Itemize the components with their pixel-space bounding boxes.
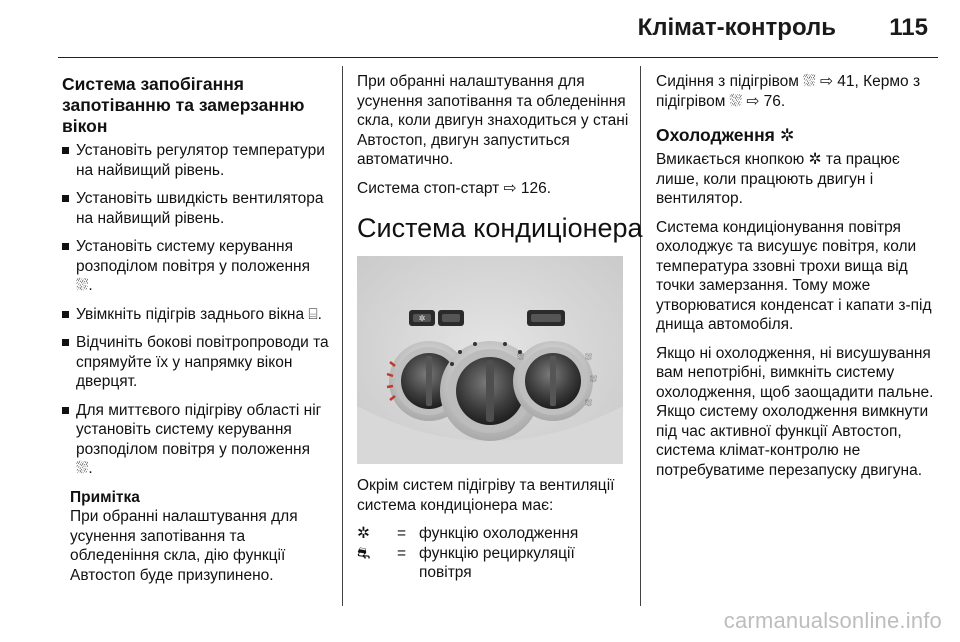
paragraph: Якщо ні охолодження, ні висушування вам непотрібні, вимкніть систему охолодження, щоб заощадити пальне. Якщо систему охолодження вимкнути під час активної функції Автостоп, система клімат-контролю не потребуватиме перезапуску двигуна.	[656, 344, 934, 479]
bullet-item: Установіть регулятор температури на найвищий рівень.	[62, 141, 330, 180]
cooling-icon: ✲	[357, 525, 370, 542]
bullet-item: Для миттєвого підігріву області ніг установіть систему керування розподілом повітря у положення ⛆.	[62, 401, 330, 479]
svg-text:⛆: ⛆	[585, 353, 593, 363]
column-3	[656, 72, 938, 489]
svg-text:⛆: ⛆	[590, 375, 598, 385]
note-body: При обранні налаштування для усунення запотівання та обледеніння скла, дію функції Автостоп буде призупинено.	[70, 508, 298, 584]
rear-window-heat-button	[527, 310, 565, 326]
paragraph: Система кондиціонування повітря охолоджує та висушує повітря, коли температура ззовні трохи вища від точки замерзання. Тому може утворюватися конденсат і капати з-під днища автомобіля.	[656, 218, 932, 333]
paragraph: Вмикається кнопкою ✲ та працює лише, коли працюють двигун і вентилятор.	[656, 151, 900, 207]
page-title: Клімат-контроль	[637, 14, 836, 41]
climate-panel-photo	[357, 256, 623, 464]
paragraph-links: Сидіння з підігрівом ⛆ ⇨ 41, Кермо з підігрівом ⛆ ⇨ 76.	[656, 73, 921, 110]
column-2	[357, 72, 643, 583]
header-rule	[58, 57, 938, 58]
legend-text: функцію охолодження	[419, 525, 579, 542]
section-heading-ac: Система кондиціонера	[357, 213, 643, 243]
section-heading-defog: Система запобігання запотіванню та замерзанню вікон	[62, 74, 305, 136]
bullet-item: Установіть швидкість вентилятора на найвищий рівень.	[62, 189, 330, 228]
paragraph: При обранні налаштування для усунення запотівання та обледеніння скла, коли двигун знаходиться у стані Автостоп, двигун запуститься автоматично.	[357, 73, 629, 168]
column-divider-1	[342, 66, 343, 606]
legend-text: функцію рециркуляції повітря	[419, 544, 575, 581]
ac-button	[409, 310, 435, 326]
legend-row	[357, 544, 629, 583]
page-number: 115	[889, 14, 928, 41]
paragraph: Окрім систем підігріву та вентиляції система кондиціонера має:	[357, 477, 615, 514]
svg-text:⛆: ⛆	[585, 399, 593, 409]
recirculation-icon: ⛐	[357, 544, 371, 562]
bullet-item: Відчиніть бокові повітропроводи та спрямуйте їх у напрямку вікон дверцят.	[62, 333, 330, 392]
watermark: carmanualsonline.info	[723, 608, 942, 633]
legend-equals: =	[397, 525, 407, 542]
symbol-legend	[357, 524, 629, 583]
legend-equals: =	[397, 544, 407, 562]
bullet-item: Установіть систему керування розподілом повітря у положення ⛆.	[62, 237, 330, 296]
column-divider-2	[640, 66, 641, 606]
paragraph-link: Система стоп-старт ⇨ 126.	[357, 179, 552, 197]
section-heading-cooling: Охолодження ✲	[656, 125, 795, 145]
svg-text:✲: ✲	[418, 314, 426, 323]
note-heading: Примітка	[70, 488, 140, 506]
bullet-list	[62, 141, 330, 479]
svg-text:⛆: ⛆	[517, 353, 525, 363]
legend-row	[357, 524, 629, 544]
bullet-item: Увімкніть підігрів заднього вікна ⌸.	[62, 305, 330, 325]
recirculation-button	[438, 310, 464, 326]
column-1	[62, 72, 330, 594]
